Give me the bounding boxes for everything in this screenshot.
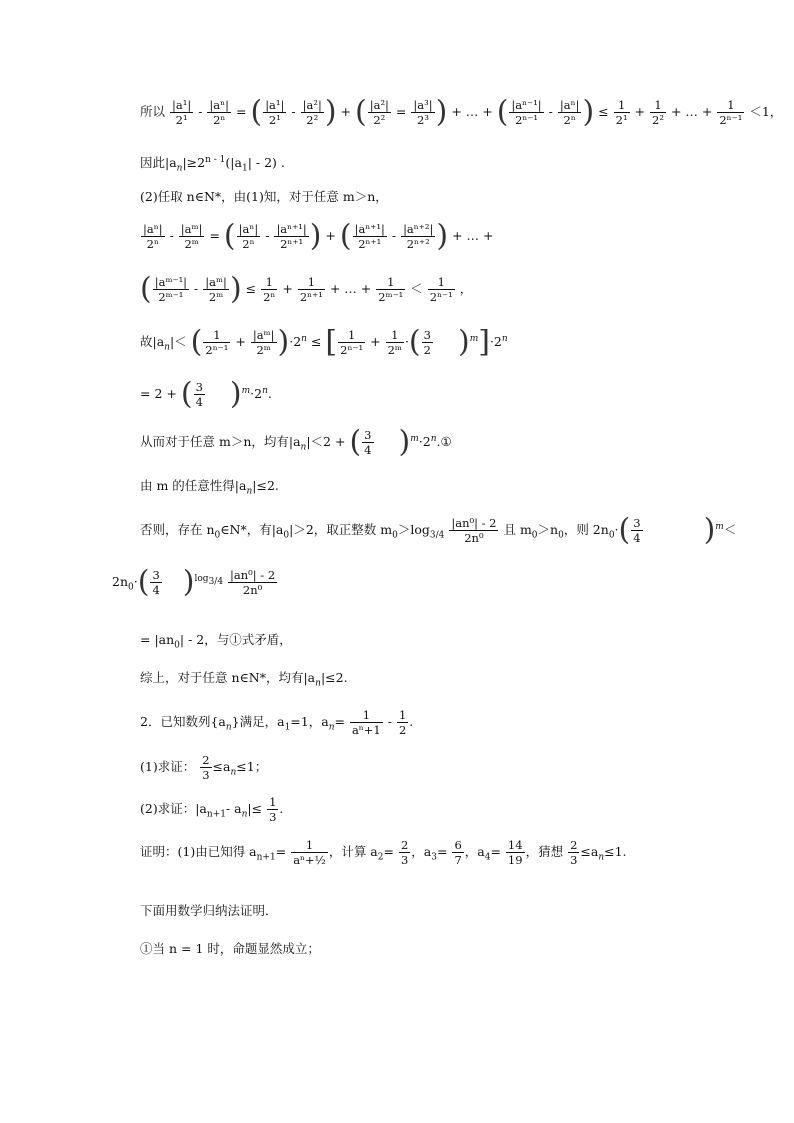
line-9: 由 m 的任意性得$|a_n|\le 2$. [140,478,279,497]
line-18: 下面用数学归纳法证明． [140,903,278,918]
line-2: 因此$|a_n|\ge 2^{n - 1}(|a_1| - 2)$ . [140,155,285,174]
line-1: 所以 $\frac{\text{|a¹|}}{\text{2¹}}$ - $\frac{\text{|aⁿ|}}{\text{2ⁿ}}$ = ( $\frac{\text{|a¹|}}{\text{2¹}}$ - $\frac{\text{|a²|}}{\text{2²}}$ ) + ( $\frac{\text{|a²|}}{\text{2²}}$ = $\frac{\text{|a³|}}{\text{2³}}$ ) + … + ( $\frac{\text{|aⁿ⁻¹|}}{\text{2ⁿ⁻¹}}$ - $\frac{\text{|aⁿ|}}{\text{2ⁿ}}$ ) ≤ $\frac{1}{\text{2¹}}$ + $\frac{1}{\text{2²}}$ + … + $\frac{1}{\text{2ⁿ⁻¹}}$ ＜1， [140,94,783,130]
text: 所以 [140,104,166,119]
line-4: $\frac{\text{|aⁿ|}}{\text{2ⁿ}}$ - $\frac{\text{|aᵐ|}}{\text{2ᵐ}}$ = ( $\frac{\text{|aⁿ|}}{\text{2ⁿ}}$ - $\frac{\text{|aⁿ⁺¹|}}{\text{2ⁿ⁺¹}}$ ) + ( $\frac{\text{|aⁿ⁺¹|}}{\text{2ⁿ⁺¹}}$ - $\frac{\text{|aⁿ⁺²|}}{\text{2ⁿ⁺²}}$ ) + … + [143,218,494,254]
line-3: (2)任取 n∈N*，由(1)知，对于任意 m＞n， [140,189,388,204]
line-15: (1)求证： $\frac{2}{3}$ $\le a_n\le 1$； [140,753,268,782]
line-8: 从而对于任意 m＞n，均有$|a_n|<2$ + ( $\frac{3}{4}$ )$^m\cdot 2^n.①$ [140,424,452,460]
line-10: 否则，存在 $n_0\in N*$，有$|a_0|>2$，取正整数 $m_0>\log_{3/4}$ $\frac{\text{|an⁰| - 2}}{\text{2n⁰}}$ 且 $m_0>n_0$，则 $2n_0\cdot$( $\frac{3}{4}$ )$^m$＜ [140,512,737,548]
line-11: $2n_0\cdot$( $\frac{3}{4}$ )$^{log_{3/4}}$ $\frac{\text{|an⁰| - 2}}{\text{2n⁰}}$ [112,564,276,600]
line-13: 综上，对于任意 n∈N*，均有$|a_n|\le 2$. [140,670,348,689]
fraction: $\frac{\text{|a¹|}}{\text{2¹}}$ [172,98,192,127]
line-12: = $|an_0| - 2$，与①式矛盾， [140,632,292,651]
line-5: ( $\frac{\text{|aᵐ⁻¹|}}{\text{2ᵐ⁻¹}}$ - $\frac{\text{|aᵐ|}}{\text{2ᵐ}}$ ) ≤ $\frac{1}{\text{2ⁿ}}$ + $\frac{1}{\text{2ⁿ⁺¹}}$ + … + $\frac{1}{\text{2ᵐ⁻¹}}$ ＜ $\frac{1}{\text{2ⁿ⁻¹}}$ ， [140,271,473,307]
line-7: = 2 + ( $\frac{3}{4}$ )$^m\cdot 2^n$. [140,376,272,412]
fraction: $\frac{\text{|aⁿ|}}{\text{2ⁿ}}$ [209,98,230,127]
line-6: 故$|a_n|<$ ( $\frac{1}{\text{2ⁿ⁻¹}}$ + $\frac{\text{|aᵐ|}}{\text{2ᵐ}}$ )$\cdot 2^n$ ≤ [ $\frac{1}{\text{2ⁿ⁻¹}}$ + $\frac{1}{\text{2ᵐ}}$ ·( $\frac{3}{2}$ )$^m]\cdot 2^n$ [140,324,508,360]
line-17: 证明：(1)由已知得 $a_{n+1}=$ $\frac{1}{\text{aⁿ+½}}$ ，计算 $a_2=$ $\frac{2}{3}$ ，$a_3=$ $\frac{6}{7}$ ，$a_4=$ $\frac{14}{19}$ ，猜想 $\frac{2}{3}$ $\le a_n\le 1$. [140,838,627,867]
line-14: 2．已知数列$\{a_n\}$满足，$a_1=1$，$a_n=$ $\frac{1}{\text{aⁿ+1}}$ - $\frac{1}{2}$ . [140,708,414,737]
line-19: ①当 n = 1 时，命题显然成立； [140,941,320,956]
line-16: (2)求证：$|a_{n+1}-$ $a_n|\le$ $\frac{1}{3}$ . [140,795,284,824]
